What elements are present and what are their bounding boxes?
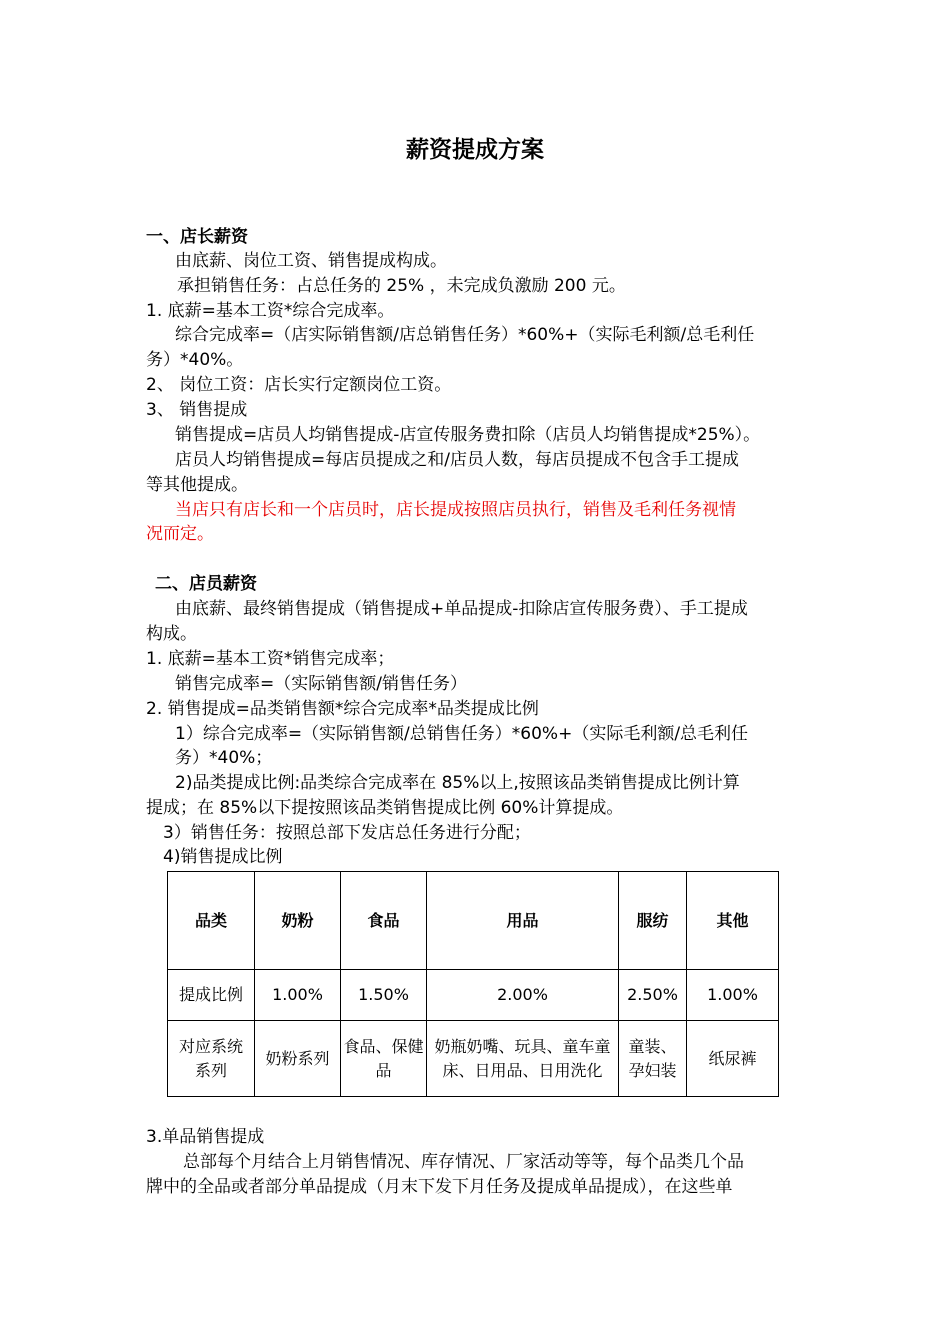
table-cell <box>619 1021 687 1097</box>
section-heading-single-item: 3.单品销售提成 <box>146 1127 265 1147</box>
table-cell <box>255 1021 341 1097</box>
paragraph-line: 1. 底薪=基本工资*综合完成率。 <box>146 301 395 321</box>
paragraph-line: 牌中的全品或者部分单品提成（月末下发下月任务及提成单品提成），在这些单 <box>146 1177 733 1197</box>
series-text: 童装、孕妇装 <box>628 1036 677 1080</box>
table-row <box>168 970 779 1021</box>
paragraph-line: 店员人均销售提成=每店员提成之和/店员人数，每店员提成不包含手工提成 <box>175 450 739 470</box>
table-cell: 2.50% <box>619 970 687 1021</box>
paragraph-line: 务）*40%； <box>175 748 273 768</box>
paragraph-line: 综合完成率=（店实际销售额/店总销售任务）*60%+（实际毛利额/总毛利任 <box>175 325 755 345</box>
table-header-cell: 其他 <box>687 872 779 970</box>
table-header-cell: 奶粉 <box>255 872 341 970</box>
paragraph-line: 3、 销售提成 <box>146 400 248 420</box>
paragraph-line: 4)销售提成比例 <box>163 847 283 867</box>
table-cell: 1.50% <box>341 970 427 1021</box>
table-header-row <box>168 872 779 970</box>
table-cell <box>341 1021 427 1097</box>
paragraph-line: 2、 岗位工资：店长实行定额岗位工资。 <box>146 375 452 395</box>
paragraph-line: 2. 销售提成=品类销售额*综合完成率*品类提成比例 <box>146 699 539 719</box>
table-header-cell: 用品 <box>427 872 619 970</box>
table-cell <box>427 1021 619 1097</box>
paragraph-line: 1. 底薪=基本工资*销售完成率； <box>146 649 395 669</box>
paragraph-line: 销售完成率=（实际销售额/销售任务） <box>175 674 467 694</box>
document-title: 薪资提成方案 <box>406 137 544 163</box>
paragraph-line: 等其他提成。 <box>146 475 248 495</box>
table-header-cell: 品类 <box>168 872 255 970</box>
table-row-label <box>168 970 255 1021</box>
section-heading-store-staff: 二、店员薪资 <box>155 574 257 594</box>
paragraph-line: 总部每个月结合上月销售情况、库存情况、厂家活动等等，每个品类几个品 <box>183 1152 744 1172</box>
paragraph-line: 由底薪、岗位工资、销售提成构成。 <box>175 251 447 271</box>
series-text: 食品、保健品 <box>343 1036 424 1080</box>
table-row-label <box>168 1021 255 1097</box>
highlighted-note-line: 当店只有店长和一个店员时，店长提成按照店员执行，销售及毛利任务视情 <box>175 500 736 520</box>
table-header-cell: 服纺 <box>619 872 687 970</box>
series-text: 奶粉系列 <box>265 1048 330 1068</box>
series-text: 奶瓶奶嘴、玩具、童车童床、日用品、日用洗化 <box>434 1036 611 1080</box>
table-row <box>168 1021 779 1097</box>
series-label-text: 对应系统系列 <box>179 1036 244 1080</box>
table-cell: 2.00% <box>427 970 619 1021</box>
paragraph-line: 1）综合完成率=（实际销售额/总销售任务）*60%+（实际毛利额/总毛利任 <box>175 724 749 744</box>
table-cell: 纸尿裤 <box>687 1021 779 1097</box>
paragraph-line: 构成。 <box>146 624 197 644</box>
paragraph-line: 销售提成=店员人均销售提成-店宣传服务费扣除（店员人均销售提成*25%）。 <box>175 425 761 445</box>
highlighted-note-line: 况而定。 <box>146 524 214 544</box>
table-header-cell: 食品 <box>341 872 427 970</box>
paragraph-line: 2)品类提成比例:品类综合完成率在 85%以上,按照该品类销售提成比例计算 <box>175 773 740 793</box>
paragraph-line: 承担销售任务：占总任务的 25% ，未完成负激励 200 元。 <box>177 276 626 296</box>
paragraph-line: 务）*40%。 <box>146 350 244 370</box>
rate-label-text: 提成比例 <box>179 985 244 1004</box>
table-cell: 1.00% <box>255 970 341 1021</box>
table-cell: 1.00% <box>687 970 779 1021</box>
paragraph-line: 提成；在 85%以下提按照该品类销售提成比例 60%计算提成。 <box>146 798 624 818</box>
paragraph-line: 由底薪、最终销售提成（销售提成+单品提成-扣除店宣传服务费）、手工提成 <box>175 599 748 619</box>
paragraph-line: 3）销售任务：按照总部下发店总任务进行分配； <box>163 823 531 843</box>
commission-rate-table <box>167 871 779 1097</box>
section-heading-store-manager: 一、店长薪资 <box>146 227 248 247</box>
